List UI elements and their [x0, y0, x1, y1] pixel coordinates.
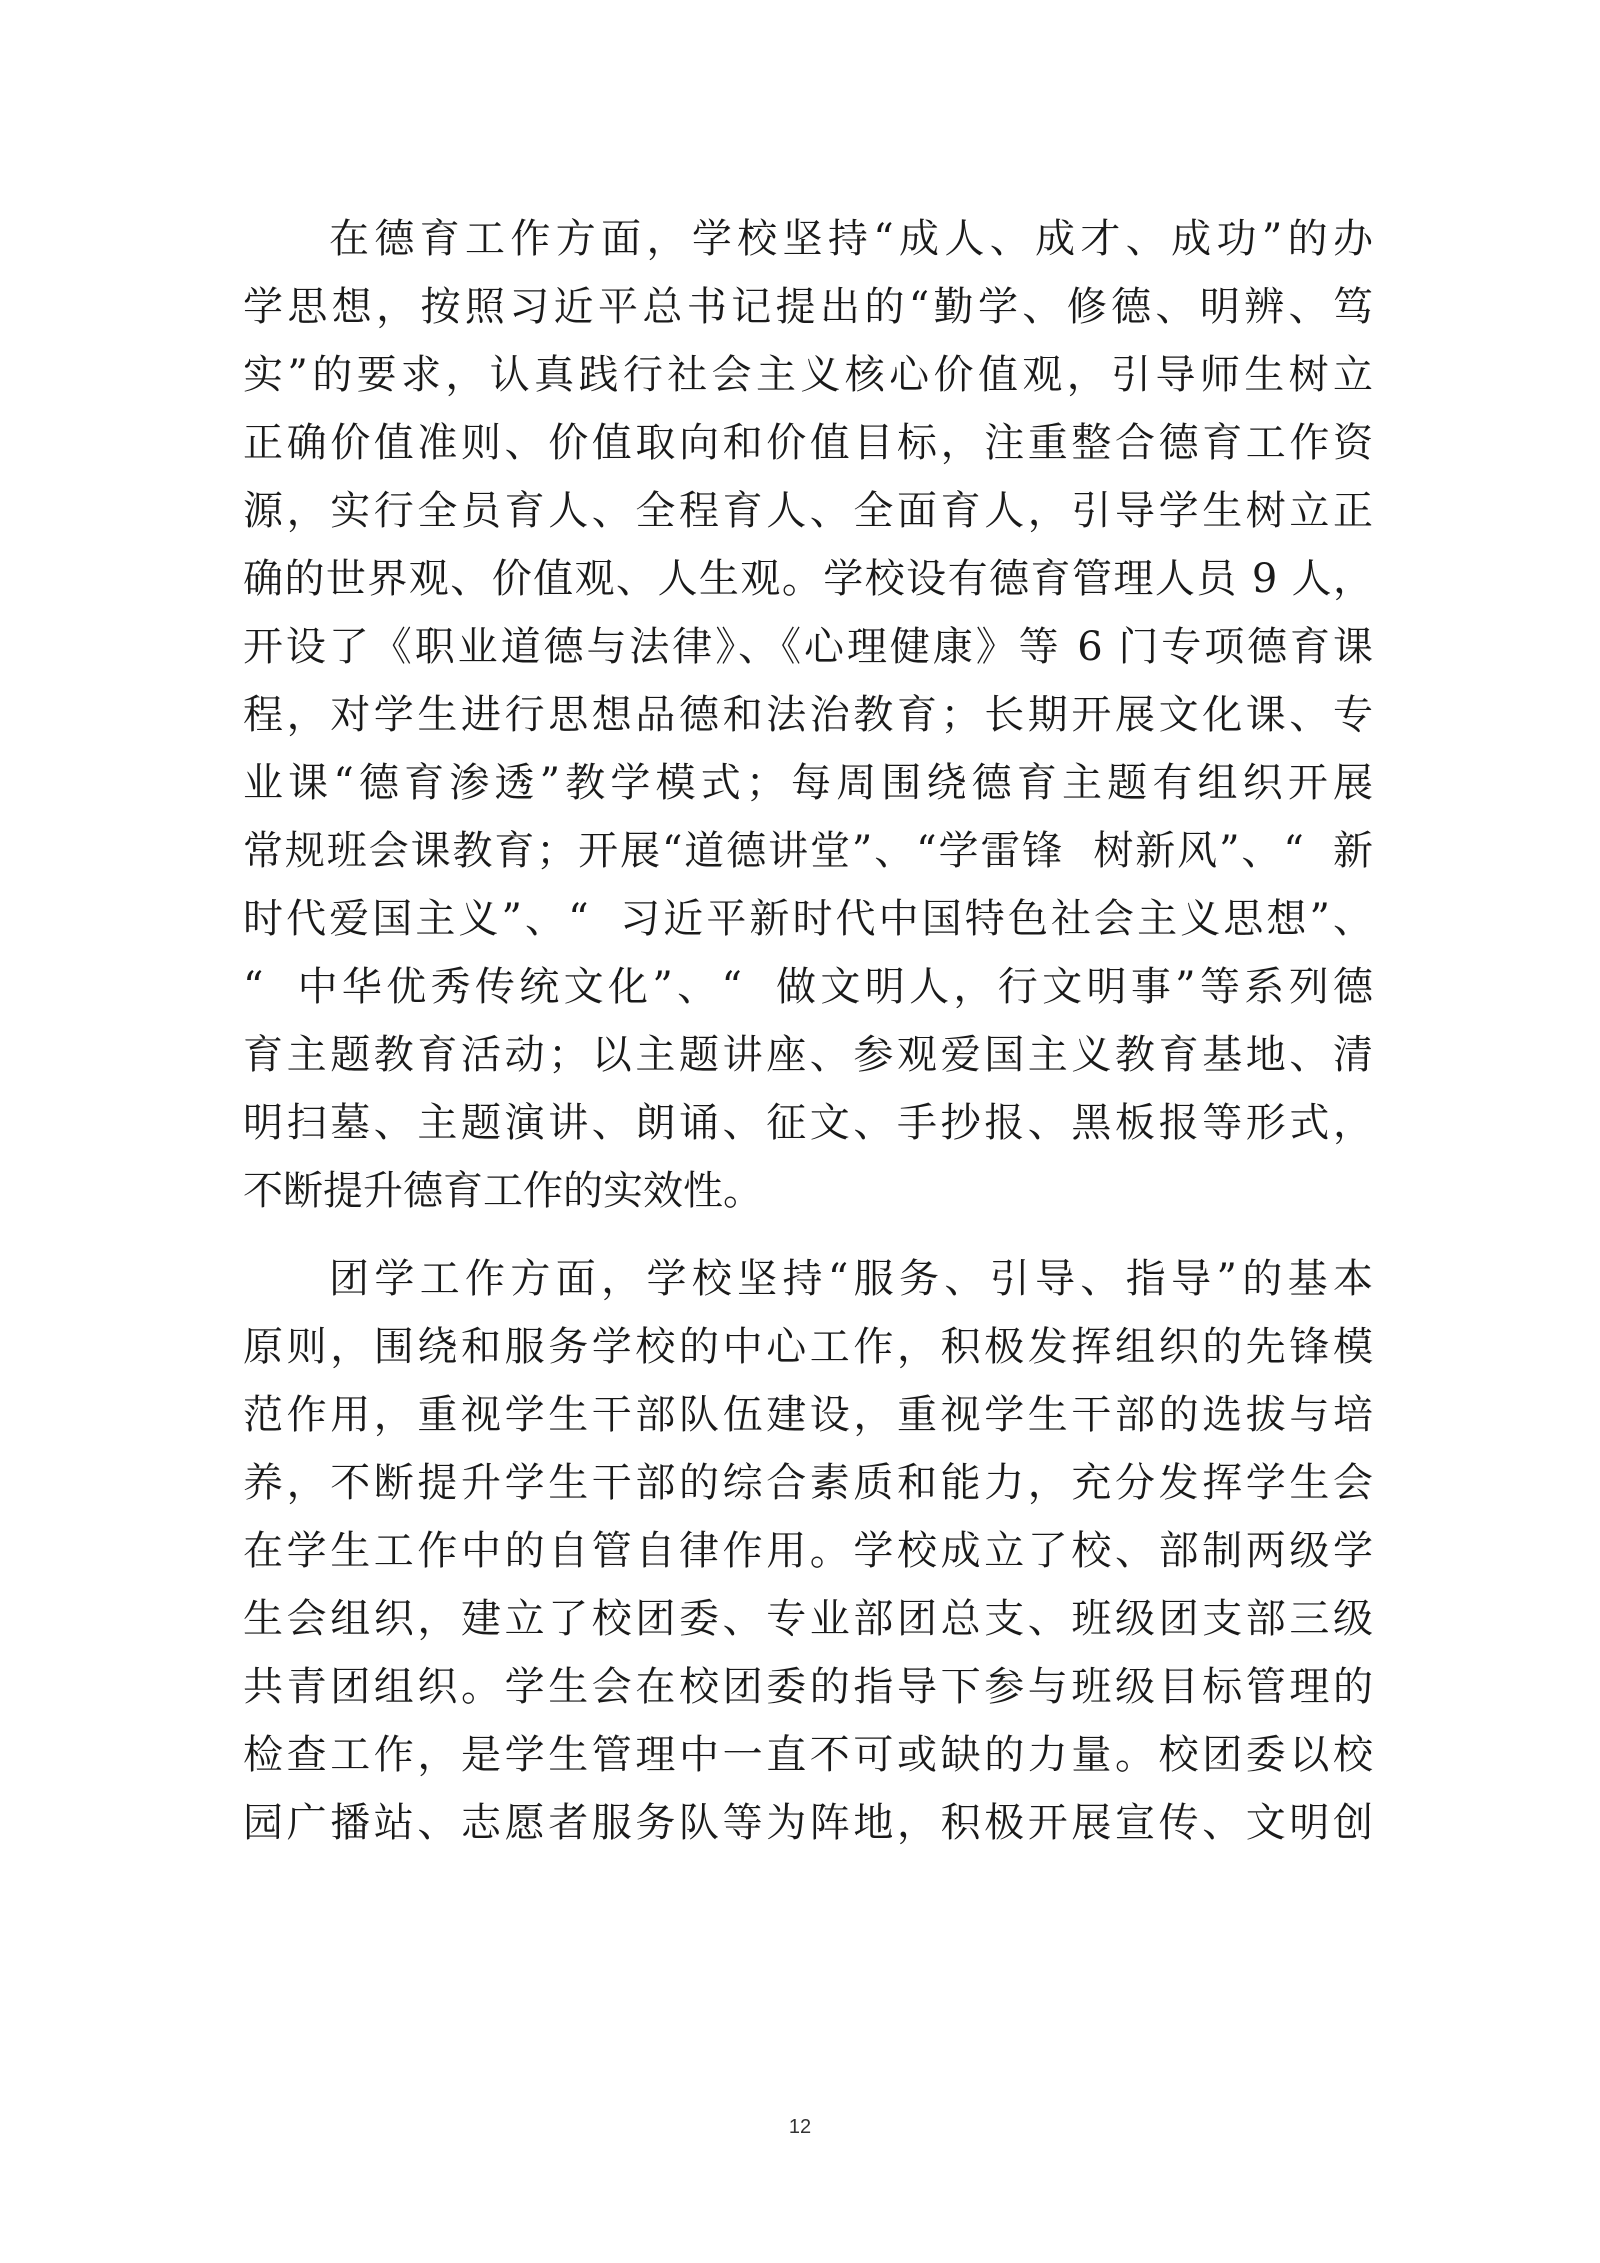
text-line: 开设了《职业道德与法律》、《心理健康》等 6 门专项德育课 [243, 624, 1373, 670]
text-line: 在德育工作方面，学校坚持“成人、成才、成功”的办 [329, 216, 1373, 262]
paragraph-youth-league-work [243, 1245, 1373, 1857]
text-line: 范作用，重视学生干部队伍建设，重视学生干部的选拔与培 [243, 1392, 1373, 1438]
text-line: 在学生工作中的自管自律作用。学校成立了校、部制两级学 [243, 1528, 1373, 1574]
text-line: 正确价值准则、价值取向和价值目标，注重整合德育工作资 [243, 420, 1373, 466]
text-line: 明扫墓、主题演讲、朗诵、征文、手抄报、黑板报等形式， [243, 1100, 1373, 1146]
text-line: 确的世界观、价值观、人生观。学校设有德育管理人员 9 人， [243, 556, 1373, 602]
text-line: 程，对学生进行思想品德和法治教育；长期开展文化课、专 [243, 692, 1373, 738]
text-line: 共青团组织。学生会在校团委的指导下参与班级目标管理的 [243, 1664, 1373, 1710]
text-line: 育主题教育活动；以主题讲座、参观爱国主义教育基地、清 [243, 1032, 1373, 1078]
text-line: “ 中华优秀传统文化”、“ 做文明人，行文明事”等系列德 [243, 964, 1373, 1010]
page-number: 12 [788, 2116, 812, 2138]
text-line: 时代爱国主义”、“ 习近平新时代中国特色社会主义思想”、 [243, 896, 1373, 942]
paragraph-moral-education [243, 205, 1373, 1225]
text-line: 实”的要求，认真践行社会主义核心价值观，引导师生树立 [243, 352, 1373, 398]
text-line: 业课“德育渗透”教学模式；每周围绕德育主题有组织开展 [243, 760, 1373, 806]
text-line-last: 不断提升德育工作的实效性。 [243, 1168, 763, 1214]
text-line: 养，不断提升学生干部的综合素质和能力，充分发挥学生会 [243, 1460, 1373, 1506]
text-line: 检查工作，是学生管理中一直不可或缺的力量。校团委以校 [243, 1732, 1373, 1778]
document-body [243, 205, 1373, 1857]
text-line: 源，实行全员育人、全程育人、全面育人，引导学生树立正 [243, 488, 1373, 534]
text-line: 团学工作方面，学校坚持“服务、引导、指导”的基本 [329, 1256, 1373, 1302]
text-line: 园广播站、志愿者服务队等为阵地，积极开展宣传、文明创 [243, 1800, 1373, 1846]
text-line: 学思想，按照习近平总书记提出的“勤学、修德、明辨、笃 [243, 284, 1373, 330]
text-line: 原则，围绕和服务学校的中心工作，积极发挥组织的先锋模 [243, 1324, 1373, 1370]
text-line: 常规班会课教育；开展“道德讲堂”、“学雷锋 树新风”、“ 新 [243, 828, 1373, 874]
text-line: 生会组织，建立了校团委、专业部团总支、班级团支部三级 [243, 1596, 1373, 1642]
paragraph-spacer [243, 1225, 1373, 1245]
